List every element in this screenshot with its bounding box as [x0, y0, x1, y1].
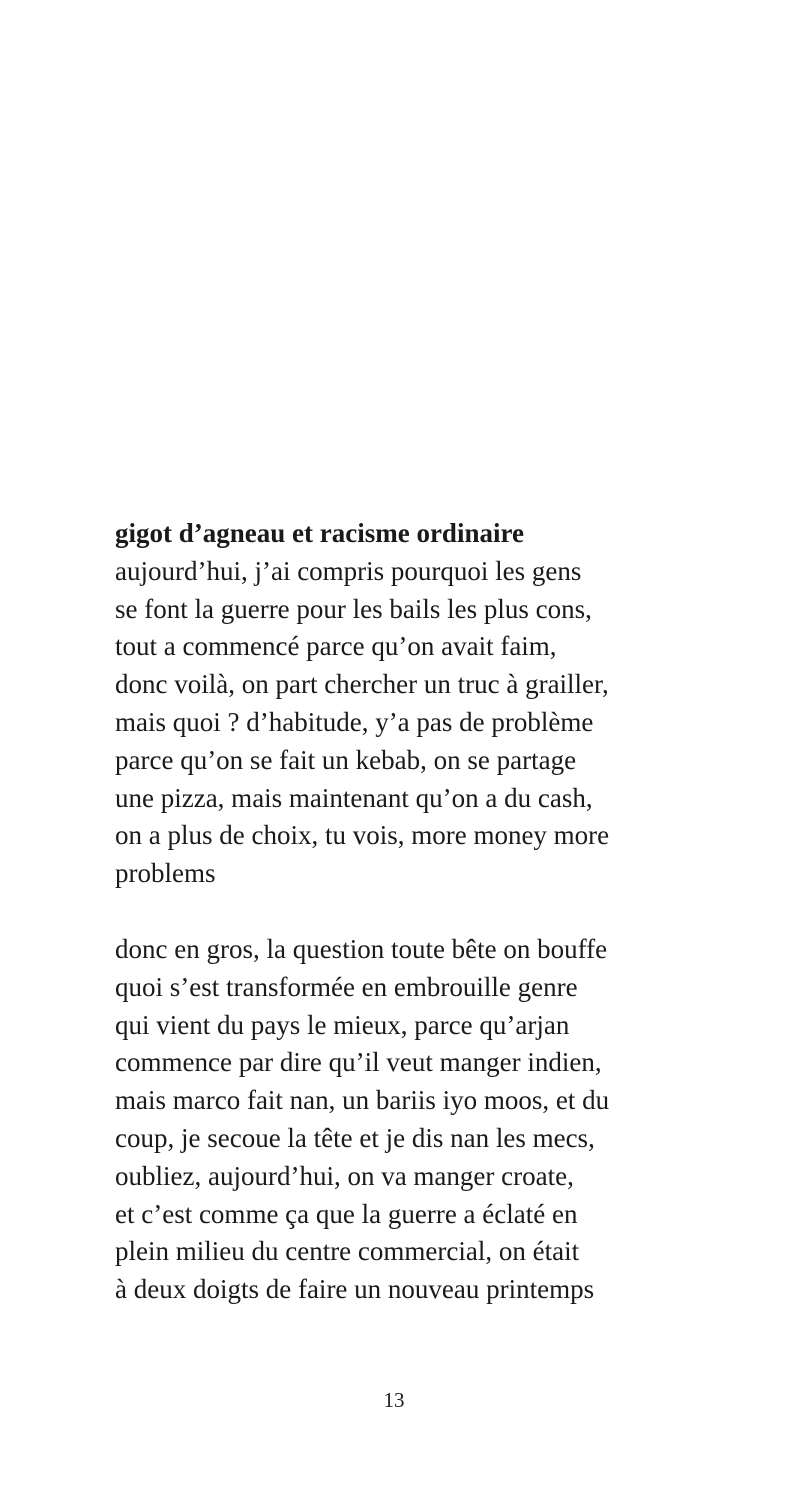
poem-line: se font la guerre pour les bails les plus cons,: [115, 593, 592, 624]
poem-line: coup, je secoue la tête et je dis nan les mecs,: [115, 1122, 595, 1153]
stanza-2: [115, 931, 755, 1309]
poem-line: problems: [115, 858, 216, 889]
page-number: 13: [383, 1388, 405, 1412]
poem-line: aujourd’hui, j’ai compris pourquoi les gens: [115, 555, 582, 586]
poem-line: parce qu’on se fait un kebab, on se partage: [115, 744, 577, 775]
poem-line: à deux doigts de faire un nouveau printemps: [115, 1274, 595, 1305]
poem-line: une pizza, mais maintenant qu’on a du cash,: [115, 782, 593, 813]
poem-line: quoi s’est transformée en embrouille genre: [115, 971, 578, 1002]
poem-line: qui vient du pays le mieux, parce qu’arjan: [115, 1009, 570, 1040]
poem-line: donc en gros, la question toute bête on bouffe: [115, 933, 608, 964]
poem-line: plein milieu du centre commercial, on était: [115, 1236, 580, 1267]
stanza-1: [115, 553, 755, 893]
poem-line: commence par dire qu’il veut manger indien,: [115, 1047, 602, 1078]
poem-line: mais marco fait nan, un bariis iyo moos, et du: [115, 1085, 610, 1116]
poem-line: donc voilà, on part chercher un truc à grailler,: [115, 669, 609, 700]
poem-line: on a plus de choix, tu vois, more money more: [115, 820, 610, 851]
poem-line: oubliez, aujourd’hui, on va manger croate,: [115, 1160, 574, 1191]
poem-line: tout a commencé parce qu’on avait faim,: [115, 631, 557, 662]
poem-line: et c’est comme ça que la guerre a éclaté en: [115, 1198, 578, 1229]
poem-line: mais quoi ? d’habitude, y’a pas de problème: [115, 706, 594, 737]
poem: [115, 515, 755, 1309]
poem-title: gigot d’agneau et racisme ordinaire: [115, 518, 524, 548]
